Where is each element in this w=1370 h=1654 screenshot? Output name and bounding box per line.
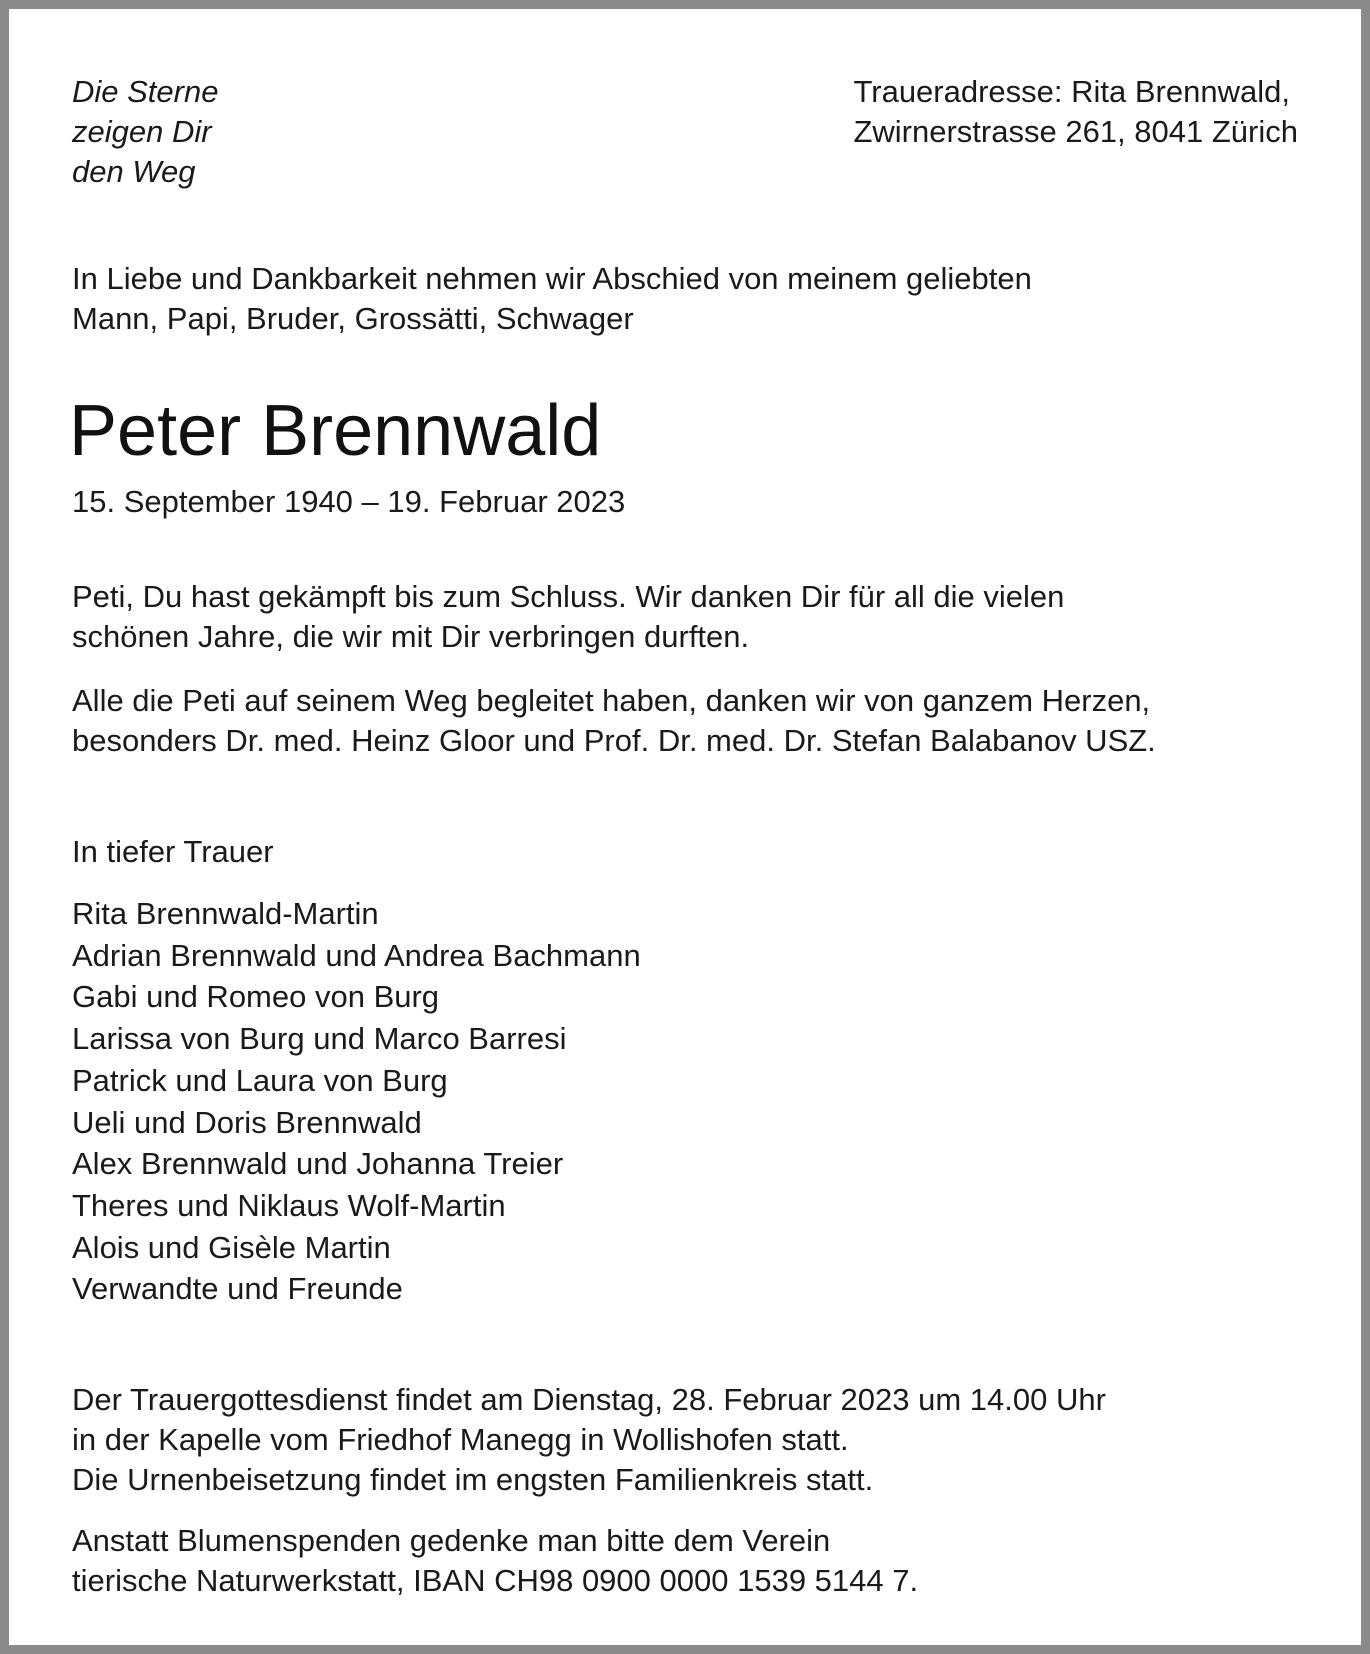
mourner: Verwandte und Freunde	[72, 1271, 403, 1307]
motto-line: Die Sterne	[72, 74, 219, 109]
personal-thanks	[72, 577, 1064, 657]
mourner: Theres und Niklaus Wolf-Martin	[72, 1187, 506, 1223]
acknowledgement-line: besonders Dr. med. Heinz Gloor und Prof. Dr. med. Dr. Stefan Balabanov USZ.	[72, 723, 1156, 758]
service-line: Der Trauergottesdienst findet am Dienstag, 28. Februar 2023 um 14.00 Uhr	[72, 1382, 1106, 1417]
mourner: Ueli und Doris Brennwald	[72, 1104, 422, 1140]
mourner: Alois und Gisèle Martin	[72, 1229, 391, 1265]
acknowledgement	[72, 681, 1156, 761]
life-dates: 15. September 1940 – 19. Februar 2023	[72, 484, 626, 519]
acknowledgement-line: Alle die Peti auf seinem Weg begleitet haben, danken wir von ganzem Herzen,	[72, 683, 1151, 718]
motto-line: den Weg	[72, 154, 196, 189]
thanks-line: schönen Jahre, die wir mit Dir verbringen durften.	[72, 619, 750, 654]
address-line: Traueradresse: Rita Brennwald,	[853, 74, 1290, 109]
thanks-line: Peti, Du hast gekämpft bis zum Schluss. Wir danken Dir für all die vielen	[72, 579, 1065, 614]
funeral-service-info	[72, 1380, 1106, 1500]
mourner: Rita Brennwald-Martin	[72, 896, 379, 931]
intro-line: Mann, Papi, Bruder, Grossätti, Schwager	[72, 301, 634, 336]
mourning-heading: In tiefer Trauer	[72, 834, 274, 869]
mourner: Alex Brennwald und Johanna Treier	[72, 1146, 564, 1182]
mourner: Patrick und Laura von Burg	[72, 1062, 448, 1098]
intro-line: In Liebe und Dankbarkeit nehmen wir Abschied von meinem geliebten	[72, 261, 1032, 296]
motto	[72, 72, 218, 192]
motto-line: zeigen Dir	[72, 114, 212, 149]
mourner: Adrian Brennwald und Andrea Bachmann	[72, 937, 641, 973]
mourner: Larissa von Burg und Marco Barresi	[72, 1021, 567, 1057]
intro-text	[72, 259, 1032, 339]
donation-line: Anstatt Blumenspenden gedenke man bitte dem Verein	[72, 1523, 831, 1558]
deceased-name: Peter Brennwald	[69, 391, 602, 471]
mourning-address	[853, 72, 1298, 152]
mourner: Gabi und Romeo von Burg	[72, 979, 440, 1015]
service-line: in der Kapelle vom Friedhof Manegg in Wollishofen statt.	[72, 1422, 849, 1457]
donation-line: tierische Naturwerkstatt, IBAN CH98 0900 0000 1539 5144 7.	[72, 1563, 919, 1598]
address-line: Zwirnerstrasse 261, 8041 Zürich	[853, 114, 1298, 149]
service-line: Die Urnenbeisetzung findet im engsten Familienkreis statt.	[72, 1462, 874, 1497]
donation-info	[72, 1521, 918, 1601]
mourners-list	[72, 893, 641, 1310]
